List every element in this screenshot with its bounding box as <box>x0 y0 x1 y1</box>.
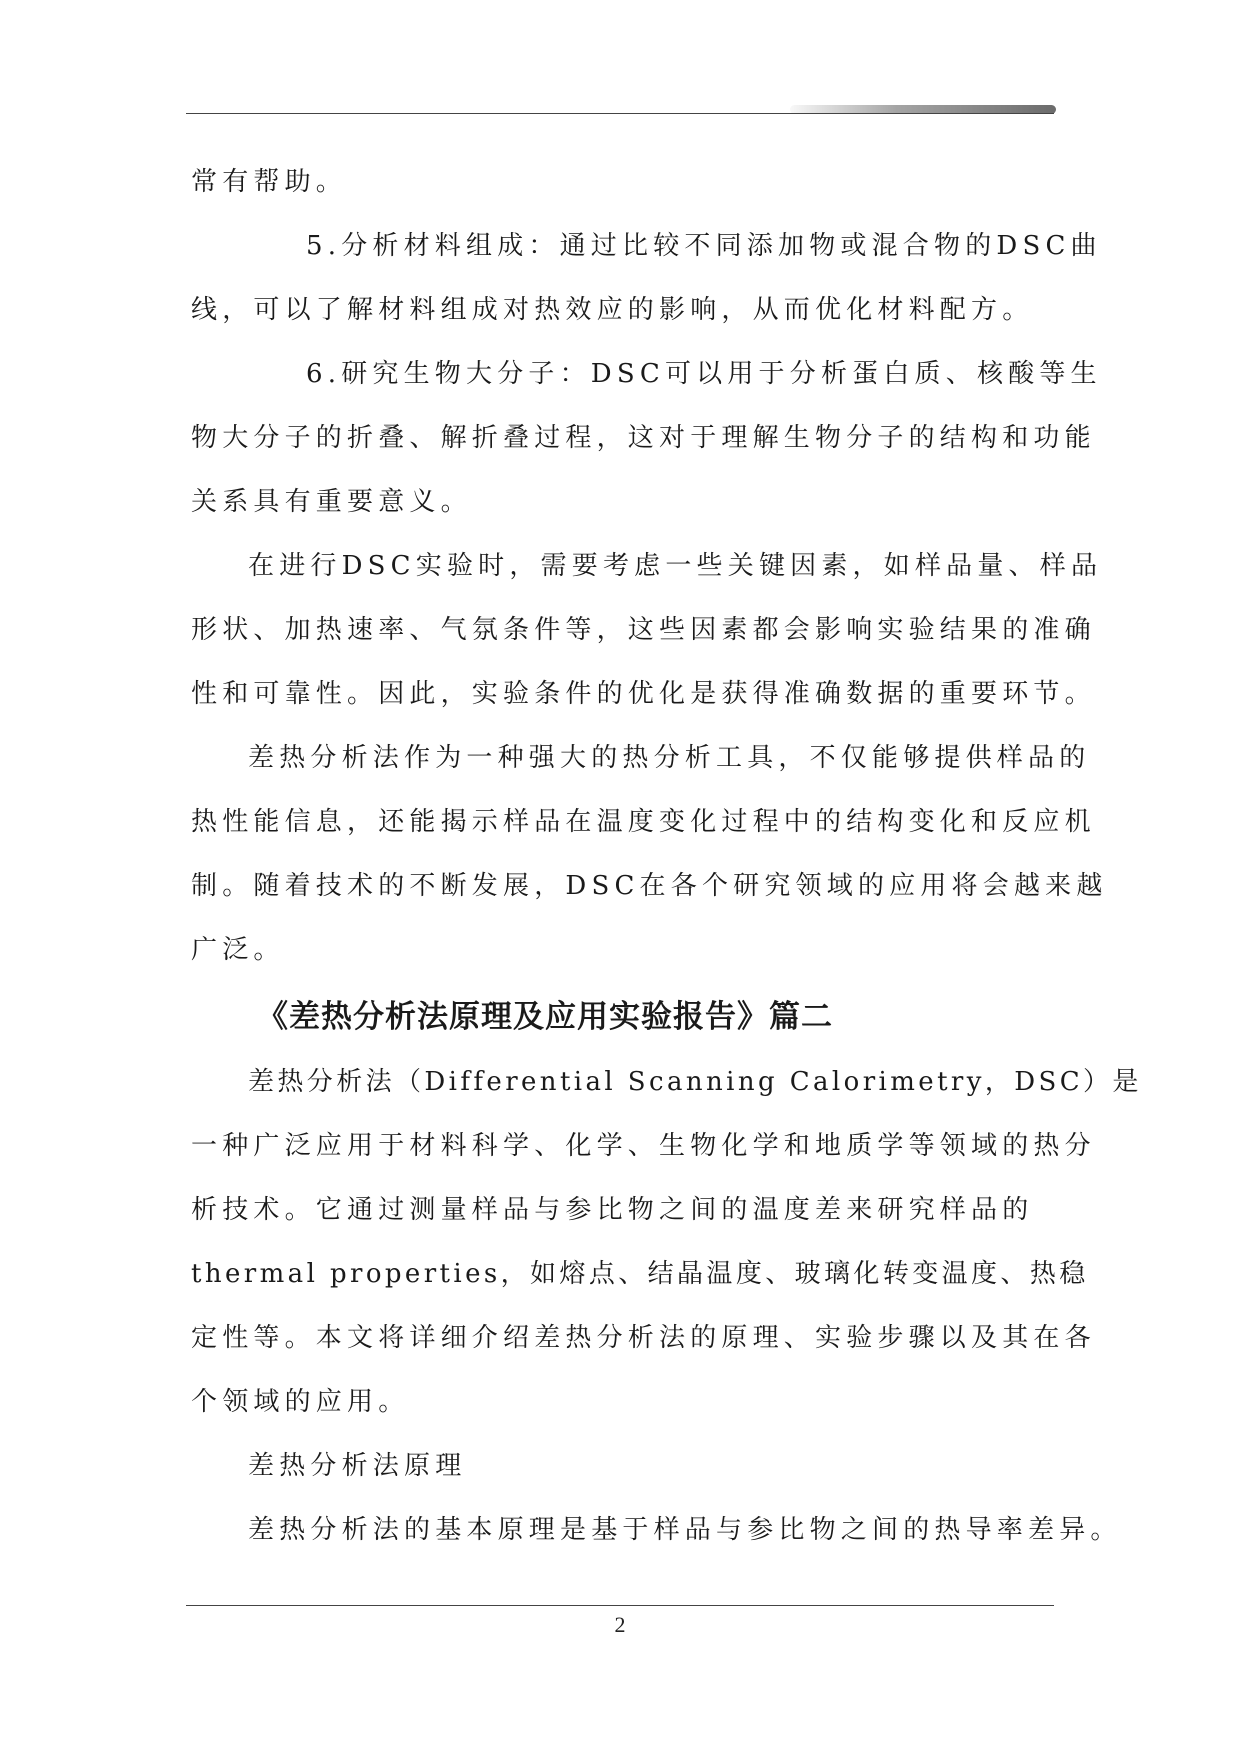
header-rule <box>186 113 1054 114</box>
body-line: 物大分子的折叠、解折叠过程，这对于理解生物分子的结构和功能 <box>191 423 1096 453</box>
body-line: 差热分析法的基本原理是基于样品与参比物之间的热导率差异。 <box>248 1515 1122 1545</box>
body-line: 广泛。 <box>191 935 285 965</box>
page-number: 2 <box>614 1612 626 1637</box>
body-line: 性和可靠性。因此，实验条件的优化是获得准确数据的重要环节。 <box>191 679 1096 709</box>
body-line: 常有帮助。 <box>191 167 348 197</box>
body-line: 在进行DSC实验时，需要考虑一些关键因素，如样品量、样品 <box>248 551 1103 581</box>
body-line: 5.分析材料组成：通过比较不同添加物或混合物的DSC曲 <box>306 231 1102 261</box>
document-body <box>191 150 1142 1562</box>
body-line: 热性能信息，还能揭示样品在温度变化过程中的结构变化和反应机 <box>191 807 1096 837</box>
body-line: 一种广泛应用于材料科学、化学、生物化学和地质学等领域的热分 <box>191 1131 1096 1161</box>
body-line: 个领域的应用。 <box>191 1387 410 1417</box>
section-heading: 《差热分析法原理及应用实验报告》篇二 <box>257 999 833 1035</box>
body-line: 差热分析法（Differential Scanning Calorimetry，DSC）是 <box>248 1067 1142 1097</box>
body-line: 6.研究生物大分子：DSC可以用于分析蛋白质、核酸等生 <box>306 359 1102 389</box>
body-line: 形状、加热速率、气氛条件等，这些因素都会影响实验结果的准确 <box>191 615 1096 645</box>
body-line: 制。随着技术的不断发展，DSC在各个研究领域的应用将会越来越 <box>191 871 1108 901</box>
body-line: 线，可以了解材料组成对热效应的影响，从而优化材料配方。 <box>191 295 1034 325</box>
subsection-title: 差热分析法原理 <box>248 1451 467 1481</box>
body-line: 定性等。本文将详细介绍差热分析法的原理、实验步骤以及其在各 <box>191 1323 1096 1353</box>
body-line: 关系具有重要意义。 <box>191 487 472 517</box>
footer-rule <box>186 1605 1054 1606</box>
body-line: 差热分析法作为一种强大的热分析工具，不仅能够提供样品的 <box>248 743 1091 773</box>
body-line: 析技术。它通过测量样品与参比物之间的温度差来研究样品的 <box>191 1195 1034 1225</box>
body-line: thermal properties，如熔点、结晶温度、玻璃化转变温度、热稳 <box>191 1259 1089 1289</box>
